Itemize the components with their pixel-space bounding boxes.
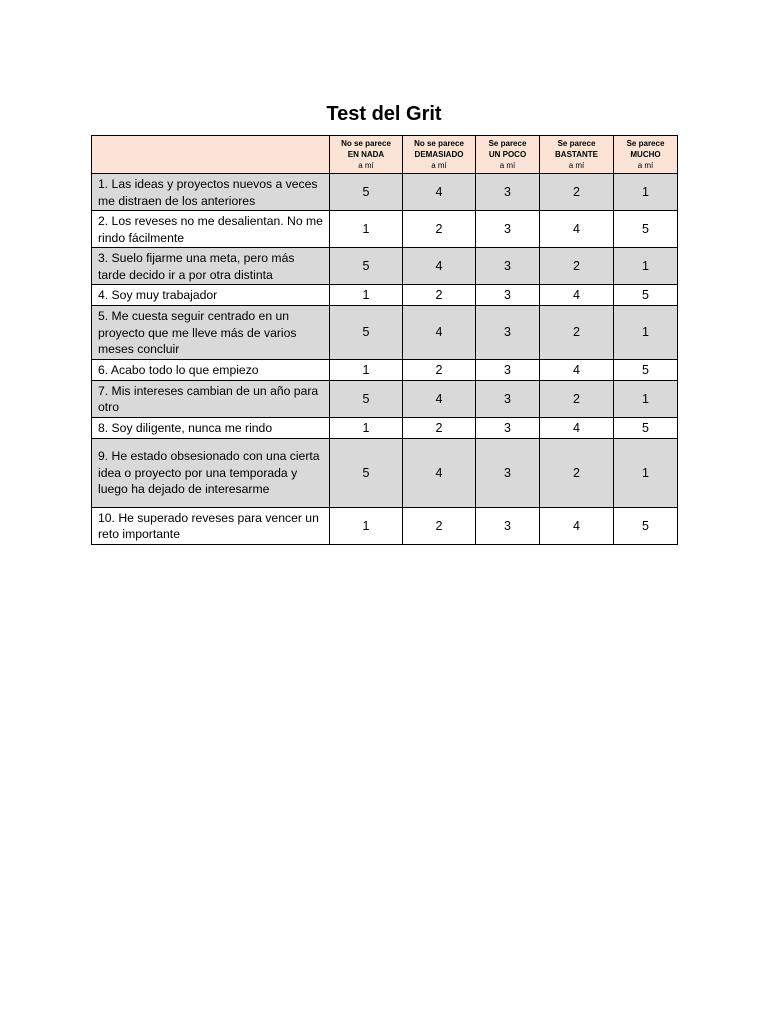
score-cell: 1 bbox=[614, 248, 678, 285]
score-cell: 2 bbox=[403, 211, 476, 248]
table-row bbox=[92, 438, 678, 507]
score-cell: 1 bbox=[614, 438, 678, 507]
score-cell: 1 bbox=[330, 359, 403, 380]
score-cell: 2 bbox=[403, 359, 476, 380]
page-title: Test del Grit bbox=[326, 103, 442, 125]
question-cell: 8. Soy diligente, nunca me rindo bbox=[92, 417, 330, 438]
score-cell: 3 bbox=[476, 248, 540, 285]
header-col-3-line2: UN POCO bbox=[488, 150, 527, 159]
score-cell: 1 bbox=[330, 417, 403, 438]
score-cell: 5 bbox=[614, 359, 678, 380]
score-cell: 2 bbox=[403, 507, 476, 544]
header-col-3 bbox=[476, 136, 540, 174]
header-col-5 bbox=[614, 136, 678, 174]
table-row bbox=[92, 359, 678, 380]
score-cell: 5 bbox=[330, 380, 403, 417]
table-row bbox=[92, 285, 678, 306]
score-cell: 4 bbox=[403, 306, 476, 360]
score-cell: 2 bbox=[540, 438, 614, 507]
score-cell: 3 bbox=[476, 306, 540, 360]
question-cell: 1. Las ideas y proyectos nuevos a veces me distraen de los anteriores bbox=[92, 174, 330, 211]
score-cell: 2 bbox=[403, 285, 476, 306]
score-cell: 4 bbox=[403, 438, 476, 507]
score-cell: 3 bbox=[476, 417, 540, 438]
header-col-2-line3: a mí bbox=[431, 161, 447, 170]
score-cell: 1 bbox=[330, 507, 403, 544]
score-cell: 5 bbox=[614, 285, 678, 306]
score-cell: 4 bbox=[540, 507, 614, 544]
question-cell: 4. Soy muy trabajador bbox=[92, 285, 330, 306]
score-cell: 1 bbox=[330, 211, 403, 248]
question-cell: 5. Me cuesta seguir centrado en un proyecto que me lleve más de varios meses concluir bbox=[92, 306, 330, 360]
header-col-1-line3: a mí bbox=[358, 161, 374, 170]
score-cell: 4 bbox=[540, 211, 614, 248]
score-cell: 5 bbox=[330, 306, 403, 360]
header-col-4-line1: Se parece bbox=[557, 139, 596, 148]
table-row bbox=[92, 417, 678, 438]
score-cell: 2 bbox=[540, 248, 614, 285]
score-cell: 5 bbox=[614, 417, 678, 438]
question-cell: 10. He superado reveses para vencer un reto importante bbox=[92, 507, 330, 544]
header-row bbox=[92, 136, 678, 174]
score-cell: 3 bbox=[476, 380, 540, 417]
score-cell: 3 bbox=[476, 174, 540, 211]
score-cell: 5 bbox=[330, 174, 403, 211]
question-cell: 9. He estado obsesionado con una cierta idea o proyecto por una temporada y luego ha dejado de interesarme bbox=[92, 438, 330, 507]
score-cell: 3 bbox=[476, 507, 540, 544]
header-col-5-line2: MUCHO bbox=[630, 150, 661, 159]
score-cell: 1 bbox=[614, 380, 678, 417]
table-row bbox=[92, 248, 678, 285]
header-col-2 bbox=[403, 136, 476, 174]
table-row bbox=[92, 174, 678, 211]
score-cell: 5 bbox=[614, 507, 678, 544]
header-col-4 bbox=[540, 136, 614, 174]
score-cell: 2 bbox=[403, 417, 476, 438]
header-col-3-line3: a mí bbox=[499, 161, 516, 170]
header-col-1-line1: No se parece bbox=[341, 139, 391, 148]
header-col-1 bbox=[330, 136, 403, 174]
grit-test-table bbox=[91, 135, 678, 545]
table-row bbox=[92, 507, 678, 544]
table-row bbox=[92, 211, 678, 248]
question-cell: 6. Acabo todo lo que empiezo bbox=[92, 359, 330, 380]
score-cell: 2 bbox=[540, 174, 614, 211]
score-cell: 5 bbox=[330, 438, 403, 507]
score-cell: 1 bbox=[614, 306, 678, 360]
score-cell: 3 bbox=[476, 285, 540, 306]
score-cell: 4 bbox=[403, 380, 476, 417]
question-cell: 7. Mis intereses cambian de un año para otro bbox=[92, 380, 330, 417]
score-cell: 4 bbox=[540, 285, 614, 306]
score-cell: 5 bbox=[330, 248, 403, 285]
score-cell: 4 bbox=[540, 417, 614, 438]
table-row bbox=[92, 306, 678, 360]
header-col-4-line2: BASTANTE bbox=[555, 150, 598, 159]
score-cell: 2 bbox=[540, 306, 614, 360]
table-row bbox=[92, 380, 678, 417]
header-col-2-line1: No se parece bbox=[414, 139, 464, 148]
header-col-3-line1: Se parece bbox=[488, 139, 527, 148]
header-col-5-line1: Se parece bbox=[626, 139, 665, 148]
score-cell: 1 bbox=[330, 285, 403, 306]
header-col-4-line3: a mí bbox=[568, 161, 585, 170]
score-cell: 1 bbox=[614, 174, 678, 211]
header-col-1-line2: EN NADA bbox=[347, 150, 385, 159]
score-cell: 3 bbox=[476, 211, 540, 248]
question-cell: 3. Suelo fijarme una meta, pero más tarde decido ir a por otra distinta bbox=[92, 248, 330, 285]
header-col-5-line3: a mí bbox=[637, 161, 654, 170]
score-cell: 4 bbox=[403, 174, 476, 211]
score-cell: 2 bbox=[540, 380, 614, 417]
header-col-2-line2: DEMASIADO bbox=[414, 150, 464, 159]
score-cell: 4 bbox=[540, 359, 614, 380]
score-cell: 3 bbox=[476, 438, 540, 507]
question-cell: 2. Los reveses no me desalientan. No me rindo fácilmente bbox=[92, 211, 330, 248]
score-cell: 4 bbox=[403, 248, 476, 285]
header-question-cell bbox=[92, 136, 330, 174]
score-cell: 3 bbox=[476, 359, 540, 380]
score-cell: 5 bbox=[614, 211, 678, 248]
